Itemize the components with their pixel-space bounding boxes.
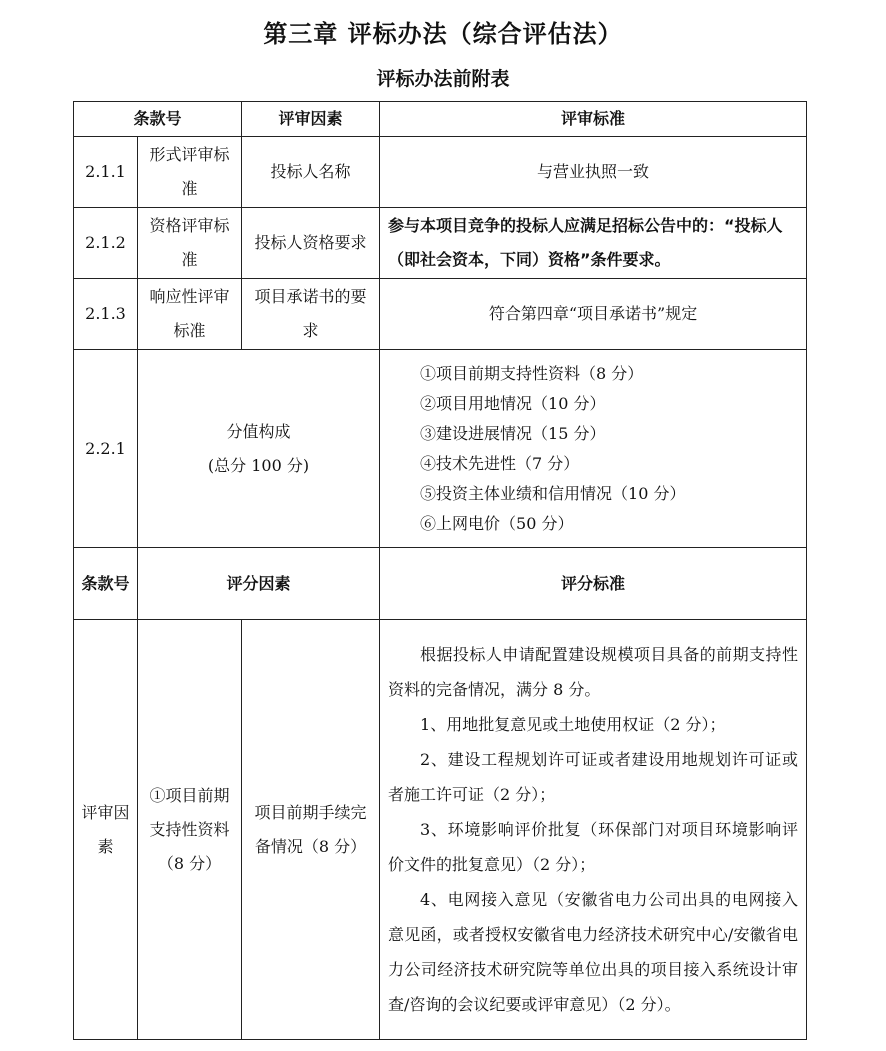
table-header-row-2 [74, 548, 807, 620]
row-factor: 投标人资格要求 [242, 208, 380, 279]
score-item: ⑤投资主体业绩和信用情况（10 分） [420, 483, 686, 503]
row-clause: 2.1.3 [74, 279, 138, 350]
review-paragraph: 2、建设工程规划许可证或者建设用地规划许可证或者施工许可证（2 分）； [388, 750, 799, 804]
score-items [380, 350, 807, 548]
row-standard: 符合第四章“项目承诺书”规定 [380, 279, 807, 350]
row-factor: 项目承诺书的要求 [242, 279, 380, 350]
row-clause: 2.1.1 [74, 137, 138, 208]
table-title: 评标办法前附表 [376, 68, 510, 90]
review-clause: 评审因素 [74, 620, 138, 1040]
header2-standard: 评分标准 [380, 548, 807, 620]
review-standard [380, 620, 807, 1040]
header2-factor: 评分因素 [138, 548, 380, 620]
table-row [74, 137, 807, 208]
table-row [74, 208, 807, 279]
score-composition-row [74, 350, 807, 548]
chapter-title: 第三章 评标办法（综合评估法） [263, 20, 623, 48]
row-factor: 投标人名称 [242, 137, 380, 208]
score-label: 分值构成 [226, 421, 291, 441]
row-category: 资格评审标准 [138, 208, 242, 279]
row-standard: 参与本项目竞争的投标人应满足招标公告中的：“投标人（即社会资本，下同）资格”条件要求。 [380, 208, 807, 279]
score-item: ③建设进展情况（15 分） [420, 423, 606, 443]
header2-clause: 条款号 [74, 548, 138, 620]
header-standard: 评审标准 [380, 102, 807, 137]
row-category: 响应性评审标准 [138, 279, 242, 350]
score-total: (总分 100 分) [207, 455, 310, 475]
score-item: ②项目用地情况（10 分） [420, 393, 606, 413]
score-item: ④技术先进性（7 分） [420, 453, 580, 473]
score-clause: 2.2.1 [74, 350, 138, 548]
review-paragraph: 根据投标人申请配置建设规模项目具备的前期支持性资料的完备情况，满分 8 分。 [388, 645, 799, 699]
header-factor: 评审因素 [242, 102, 380, 137]
score-label-cell [138, 350, 380, 548]
review-row [74, 620, 807, 1040]
row-standard: 与营业执照一致 [380, 137, 807, 208]
review-factor: ①项目前期支持性资料（8 分） [138, 620, 242, 1040]
score-item: ①项目前期支持性资料（8 分） [420, 363, 644, 383]
review-paragraph: 1、用地批复意见或土地使用权证（2 分）； [420, 715, 726, 734]
table-header-row [74, 102, 807, 137]
score-item: ⑥上网电价（50 分） [420, 513, 574, 533]
header-clause: 条款号 [74, 102, 242, 137]
review-paragraph: 4、电网接入意见（安徽省电力公司出具的电网接入意见函，或者授权安徽省电力经济技术研究中心/安徽省电力公司经济技术研究院等单位出具的项目接入系统设计审查/咨询的会议纪要或评审意见）（2 分）。 [388, 890, 799, 1014]
row-clause: 2.1.2 [74, 208, 138, 279]
table-row [74, 279, 807, 350]
evaluation-table [73, 101, 807, 1040]
row-category: 形式评审标准 [138, 137, 242, 208]
review-subfactor: 项目前期手续完备情况（8 分） [242, 620, 380, 1040]
review-paragraph: 3、环境影响评价批复（环保部门对项目环境影响评价文件的批复意见）（2 分）； [388, 820, 799, 874]
